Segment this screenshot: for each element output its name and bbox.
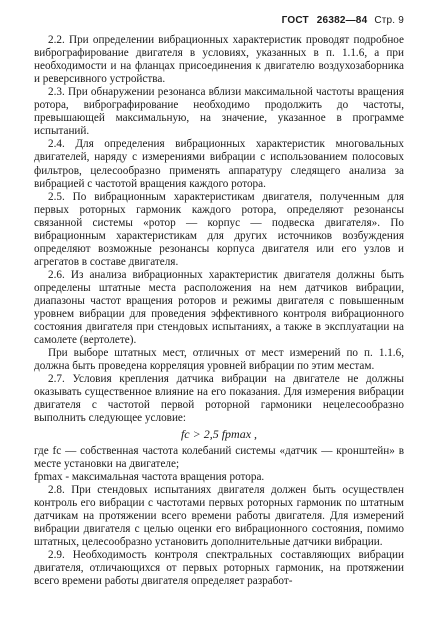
paragraph-2-3: 2.3. При обнаружении резонанса вблизи максимальной частоты вращения ротора, вибрографирование необходимо продолжить до частоты, превышающей максимальную, на значение, указанное в программе испытаний. [34, 86, 404, 138]
paragraph-2-8: 2.8. При стендовых испытаниях двигателя должен быть осуществлен контроль его вибрации с частотами первых роторных гармоник по штатным датчикам на протяжении всего времени работы двигателя. Для измерений вибрации двигателя с целью оценки его вибрационного состояния, помимо штатных, целесообразно установить дополнительные датчики вибрации. [34, 483, 404, 548]
page-header [34, 14, 404, 27]
paragraph-2-2: 2.2. При определении вибрационных характеристик проводят подробное вибрографирование двигателя в условиях, указанных в п. 1.1.6, а при необходимости и на фланцах присоединения к двигателю воздухозаборника и реверсивного устройства. [34, 34, 404, 86]
paragraph-2-6: 2.6. Из анализа вибрационных характеристик двигателя должны быть определены штатные места расположения на нем датчиков вибрации, диапазоны частот вращения роторов и режимы двигателя с повышенным уровнем вибрации для проведения эффективного контроля вибрационного состояния двигателя при стендовых испытаниях, а также в эксплуатации на самолете (вертолете). [34, 268, 404, 347]
paragraph-2-6-continued: При выборе штатных мест, отличных от мест измерений по п. 1.1.6, должна быть проведена корреляция уровней вибрации по этим местам. [34, 347, 404, 373]
formula-definition-fc: где fc — собственная частота колебаний системы «датчик — кронштейн» в месте установки на двигателе; [34, 444, 404, 470]
paragraph-2-4: 2.4. Для определения вибрационных характеристик многовальных двигателей, наряду с измерениями вибрации с использованием полосовых фильтров, целесообразно применять аппаратуру следящего анализа за вибрацией с частотой вращения каждого ротора. [34, 138, 404, 190]
paragraph-2-9: 2.9. Необходимость контроля спектральных составляющих вибрации двигателя, отличающихся от первых роторных гармоник, на протяжении всего времени работы двигателя определяет разработ- [34, 548, 404, 587]
paragraph-2-5: 2.5. По вибрационным характеристикам двигателя, полученным для первых роторных гармоник каждого ротора, определяют резонансы связанной системы «ротор — корпус — подвеска двигателя». По вибрационным характеристикам для других источников возбуждения определяют возможные резонансы корпуса двигателя или его узлов и агрегатов в составе двигателя. [34, 190, 404, 268]
page-number: Стр. 9 [374, 15, 404, 26]
standard-number: 26382—84 [316, 15, 368, 26]
formula-definition-fpmax: fpmax - максимальная частота вращения ротора. [34, 470, 265, 483]
formula-condition: fc > 2,5 fpmax , [180, 427, 258, 442]
standard-label: ГОСТ [281, 15, 309, 26]
paragraph-2-7: 2.7. Условия крепления датчика вибрации на двигателе не должны оказывать существенное влияние на его показания. Для измерения вибрации двигателя с частотой первой роторной гармоники нецелесообразно выполнить следующее условие: [34, 373, 404, 425]
